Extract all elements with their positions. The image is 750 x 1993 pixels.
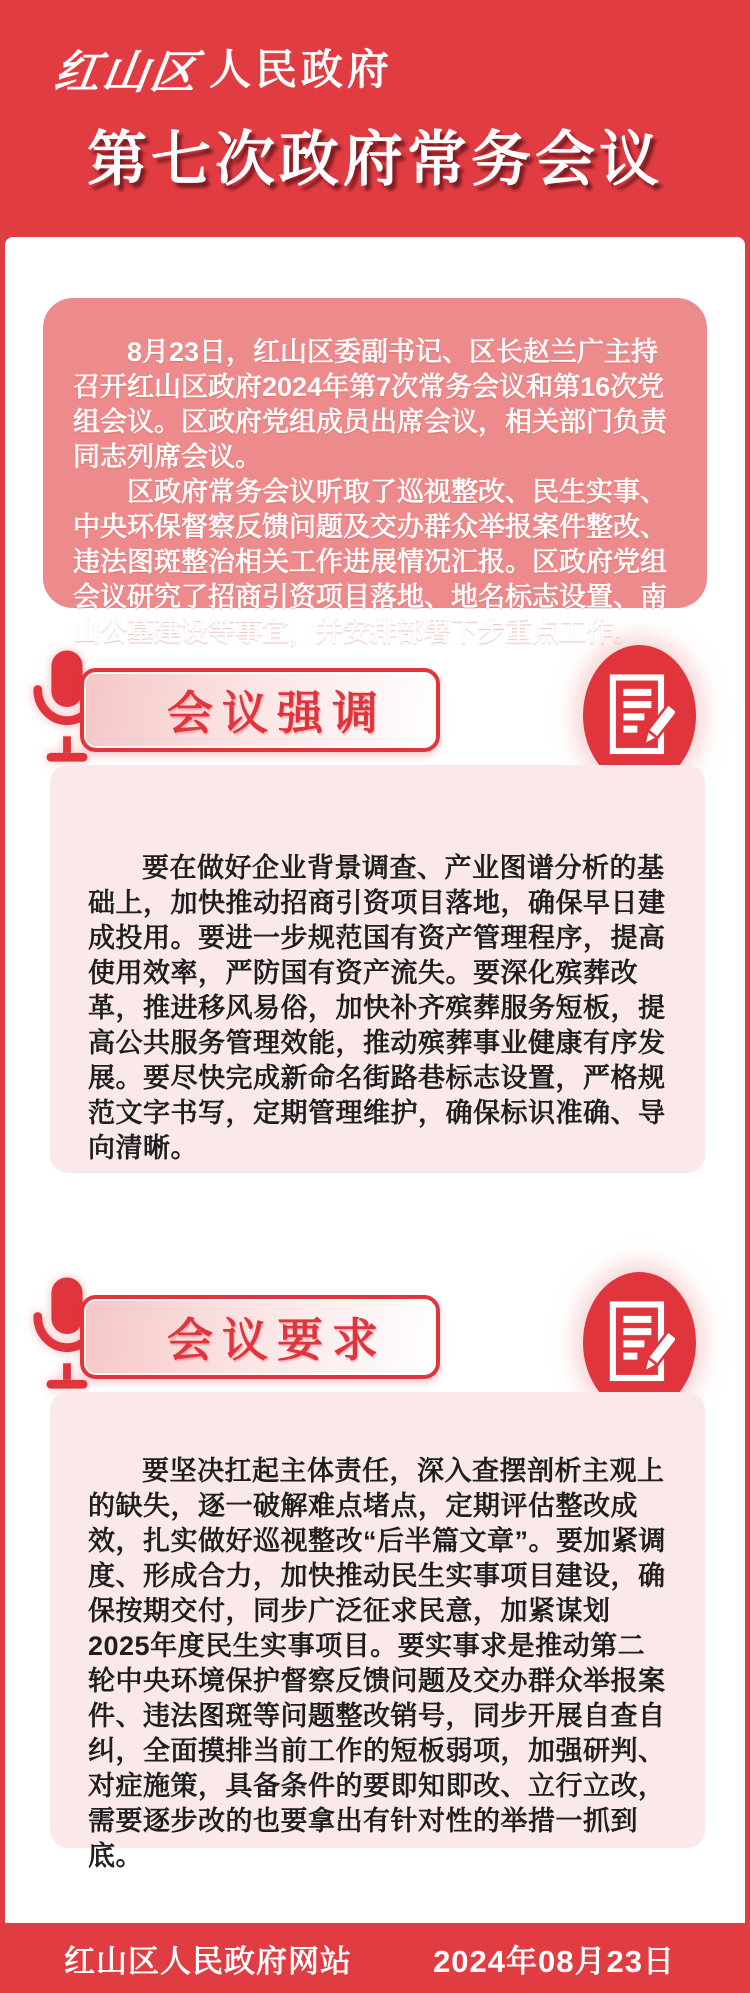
summary-paragraph-1: 8月23日，红山区委副书记、区长赵兰广主持召开红山区政府2024年第7次常务会议和第16次党组会议。区政府党组成员出席会议，相关部门负责同志列席会议。: [73, 337, 667, 472]
section-badge-huiyi-qiangdiao: [80, 668, 440, 752]
section-badge-huiyi-yaoqiu: [80, 1295, 440, 1379]
section-label: 会议强调: [167, 687, 387, 739]
government-logo: [50, 36, 394, 102]
logo-text: 人民政府: [209, 46, 394, 93]
meeting-summary-box: [43, 298, 707, 647]
footer-site-name: 红山区人民政府网站: [64, 1943, 352, 1979]
summary-paragraph-2: 区政府常务会议听取了巡视整改、民生实事、中央环保督察反馈问题及交办群众举报案件整改、违法图斑整治相关工作进展情况汇报。区政府党组会议研究了招商引资项目落地、地名标志设置、南山公墓建设等事宜，并安排部署下步重点工作。: [73, 477, 667, 647]
page-title: 第七次政府常务会议: [87, 126, 663, 193]
footer-bar: [0, 1923, 750, 1993]
logo-script-text: 红山区: [50, 45, 203, 99]
document-pencil-glyph: [605, 670, 675, 762]
section-label: 会议要求: [167, 1314, 387, 1366]
section-body-text: 要坚决扛起主体责任，深入查摆剖析主观上的缺失，逐一破解难点堵点，定期评估整改成效，扎实做好巡视整改“后半篇文章”。要加紧调度、形成合力，加快推动民生实事项目建设，确保按期交付，同步广泛征求民意，加紧谋划2025年度民生实事项目。要实事求是推动第二轮中央环境保护督察反馈问题及交办群众举报案件、违法图斑等问题整改销号，同步开展自查自纠，全面摸排当前工作的短板弱项，加强研判、对症施策，具备条件的要即知即改、立行立改，需要逐步改的也要拿出有针对性的举措一抓到底。: [88, 1456, 666, 1871]
section-body-text: 要在做好企业背景调查、产业图谱分析的基础上，加快推动招商引资项目落地，确保早日建成投用。要进一步规范国有资产管理程序，提高使用效率，严防国有资产流失。要深化殡葬改革，推进移风易俗，加快补齐殡葬服务短板，提高公共服务管理效能，推动殡葬事业健康有序发展。要尽快完成新命名街路巷标志设置，严格规范文字书写，定期管理维护，确保标识准确、导向清晰。: [88, 853, 666, 1163]
document-pencil-glyph: [605, 1297, 675, 1389]
footer-date: 2024年08月23日: [433, 1943, 675, 1979]
section-body-box-yaoqiu: [50, 1392, 705, 1871]
section-body-box-qiangdiao: [50, 765, 705, 1173]
